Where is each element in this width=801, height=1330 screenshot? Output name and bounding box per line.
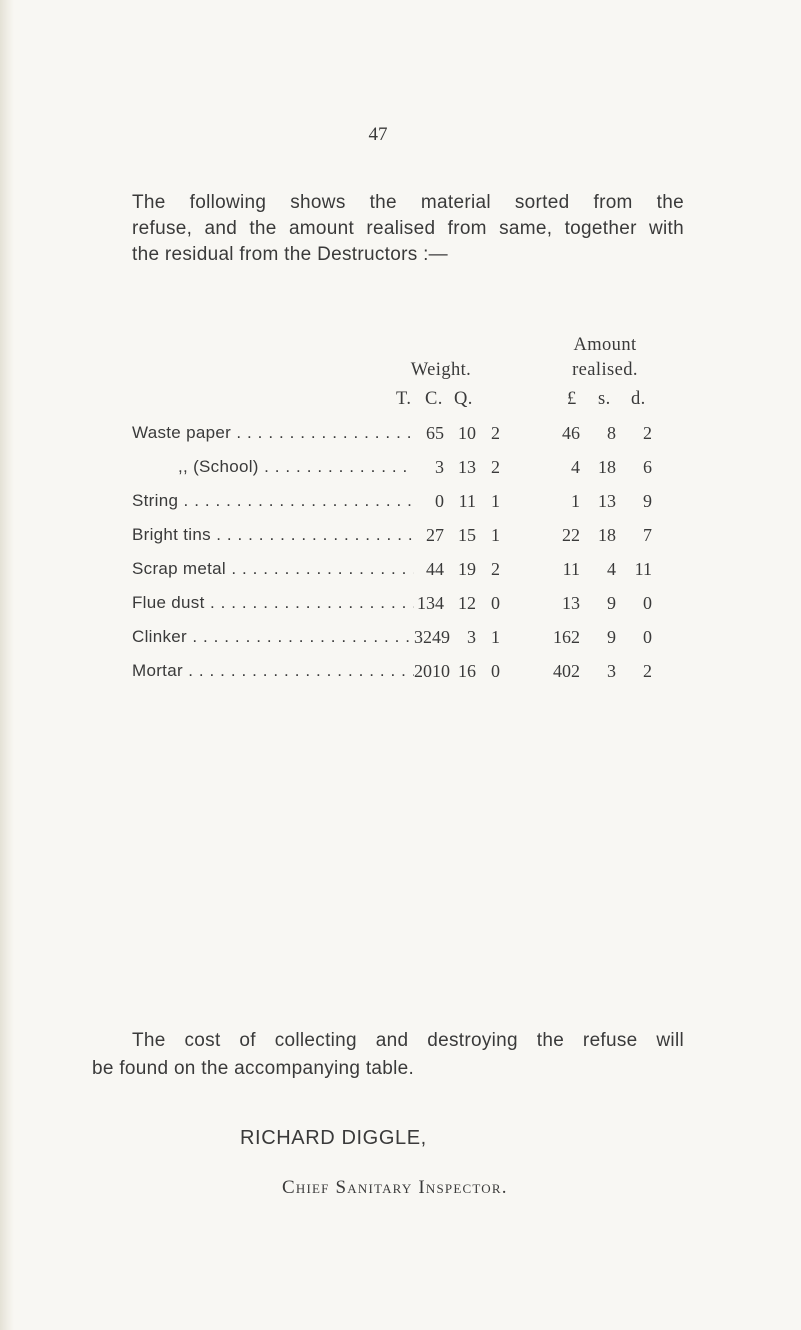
row-label: String . . . — [132, 491, 414, 511]
weight-cwt: 3 — [467, 627, 476, 647]
page-number: 47 — [368, 124, 388, 145]
amount-pounds: 162 — [553, 627, 580, 647]
table-row — [132, 491, 662, 519]
table-row — [132, 627, 662, 655]
weight-cwt: 11 — [458, 491, 476, 511]
table-row — [132, 593, 662, 621]
amount-header-line2: realised. — [572, 360, 638, 380]
weight-tons: 134 — [417, 593, 444, 613]
weight-unit-tons: T. — [396, 389, 412, 409]
weight-tons: 2010 — [414, 661, 450, 681]
amount-pence: 6 — [643, 457, 652, 477]
amount-shillings: 9 — [607, 593, 616, 613]
weight-quarters: 2 — [491, 457, 500, 477]
amount-pounds: 22 — [562, 525, 580, 545]
weight-quarters: 1 — [491, 525, 500, 545]
amount-pounds: 4 — [571, 457, 580, 477]
amount-shillings: 9 — [607, 627, 616, 647]
amount-pounds: 402 — [553, 661, 580, 681]
amount-pence: 11 — [634, 559, 652, 579]
weight-quarters: 1 — [491, 491, 500, 511]
page-edge-shadow — [0, 0, 14, 1330]
row-label: Mortar . . . — [132, 661, 414, 681]
closing-line: be found on the accompanying table. — [92, 1058, 415, 1079]
intro-line: the residual from the Destructors :— — [132, 244, 448, 265]
weight-unit-quarters: Q. — [454, 389, 473, 409]
weight-quarters: 1 — [491, 627, 500, 647]
amount-header-line1: Amount — [573, 335, 637, 355]
weight-header: Weight. — [410, 360, 472, 380]
weight-tons: 65 — [426, 423, 444, 443]
amount-pounds: 1 — [571, 491, 580, 511]
signatory-title: Chief Sanitary Inspector. — [282, 1177, 508, 1198]
weight-quarters: 0 — [491, 593, 500, 613]
amount-shillings: 4 — [607, 559, 616, 579]
weight-cwt: 12 — [458, 593, 476, 613]
amount-pence: 0 — [643, 593, 652, 613]
amount-unit-pounds: £ — [567, 389, 577, 409]
closing-line: The cost of collecting and destroying the refuse will — [132, 1030, 684, 1051]
amount-shillings: 18 — [598, 525, 616, 545]
table-row — [132, 559, 662, 587]
weight-cwt: 15 — [458, 525, 476, 545]
weight-cwt: 13 — [458, 457, 476, 477]
weight-tons: 3249 — [414, 627, 450, 647]
weight-cwt: 10 — [458, 423, 476, 443]
amount-shillings: 8 — [607, 423, 616, 443]
amount-pounds: 46 — [562, 423, 580, 443]
weight-cwt: 16 — [458, 661, 476, 681]
amount-pounds: 13 — [562, 593, 580, 613]
table-row — [132, 423, 662, 451]
table-row — [132, 525, 662, 553]
intro-line: refuse, and the amount realised from same, together with — [132, 218, 684, 239]
closing-paragraph — [92, 1027, 684, 1083]
amount-unit-pence: d. — [631, 389, 646, 409]
row-label: Scrap metal . . . — [132, 559, 414, 579]
weight-cwt: 19 — [458, 559, 476, 579]
intro-line: The following shows the material sorted from the — [132, 192, 684, 213]
amount-pence: 9 — [643, 491, 652, 511]
weight-tons: 44 — [426, 559, 444, 579]
intro-paragraph — [132, 190, 684, 268]
amount-pence: 2 — [643, 661, 652, 681]
amount-pence: 0 — [643, 627, 652, 647]
amount-shillings: 3 — [607, 661, 616, 681]
table-row — [132, 661, 662, 689]
amount-shillings: 18 — [598, 457, 616, 477]
table-row — [132, 457, 662, 485]
row-label: Flue dust . . . — [132, 593, 414, 613]
amount-pounds: 11 — [562, 559, 580, 579]
amount-unit-shillings: s. — [598, 389, 611, 409]
amount-pence: 2 — [643, 423, 652, 443]
signatory-name: RICHARD DIGGLE, — [240, 1127, 427, 1149]
weight-tons: 0 — [435, 491, 444, 511]
weight-unit-cwt: C. — [425, 389, 443, 409]
amount-shillings: 13 — [598, 491, 616, 511]
weight-quarters: 0 — [491, 661, 500, 681]
weight-quarters: 2 — [491, 559, 500, 579]
amount-pence: 7 — [643, 525, 652, 545]
row-label: Waste paper . . . — [132, 423, 414, 443]
weight-tons: 3 — [435, 457, 444, 477]
row-label: Clinker . . . — [132, 627, 414, 647]
weight-quarters: 2 — [491, 423, 500, 443]
row-label: ,, (School) . . . — [132, 457, 414, 477]
row-label: Bright tins . . . — [132, 525, 414, 545]
weight-tons: 27 — [426, 525, 444, 545]
